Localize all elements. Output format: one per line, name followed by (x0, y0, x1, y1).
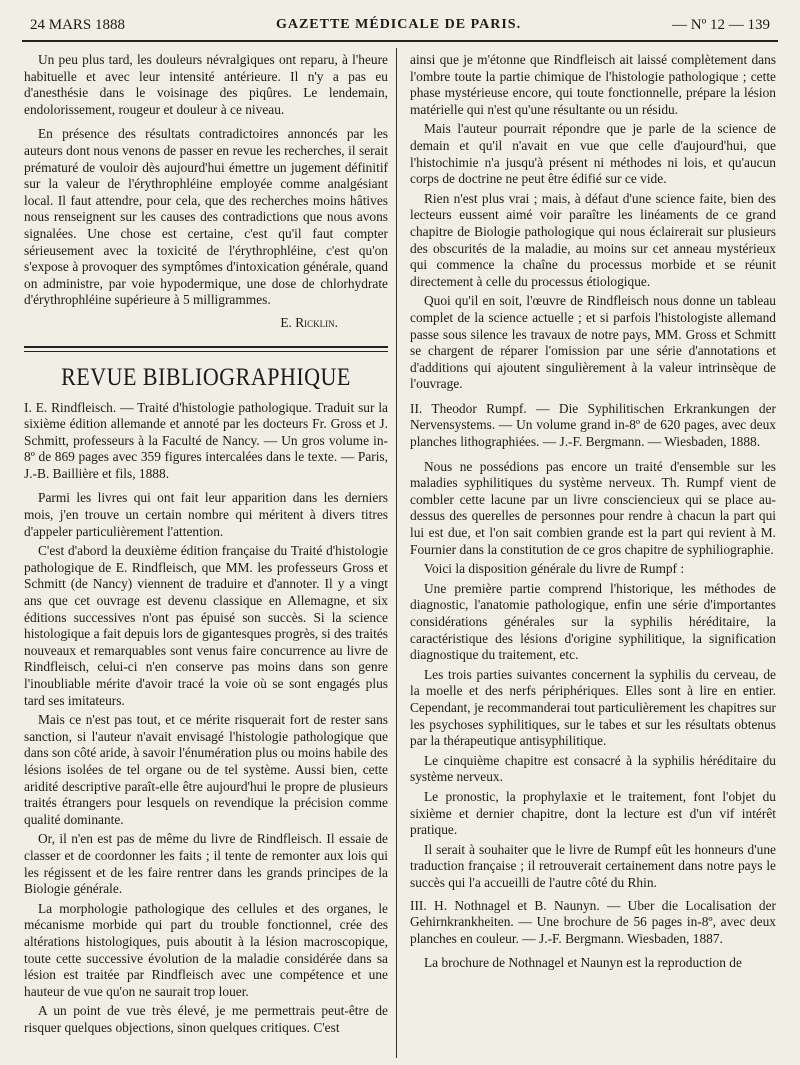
paragraph: Quoi qu'il en soit, l'œuvre de Rindfleisch nous donne un tableau complet de la science actuelle ; et si parfois l'histologiste allemand passe sous silence les travaux de notre pays, MM. Gross et Schmitt se chargent de réparer l'omission par une série d'annotations et d'additions qui ajoutent singulièrement à la valeur intrinsèque de l'ouvrage. (410, 293, 776, 392)
paragraph: Le cinquième chapitre est consacré à la syphilis héréditaire du système nerveux. (410, 752, 776, 785)
left-column (24, 52, 388, 1057)
paragraph: A un point de vue très élevé, je me permettrais peut-être de risquer quelques objections, sinon quelques critiques. C'est (24, 1003, 388, 1035)
section-title: REVUE BIBLIOGRAPHIQUE (61, 361, 351, 391)
paragraph: Mais ce n'est pas tout, et ce mérite risquerait fort de rester sans sanction, si l'auteur n'avait envisagé l'histologie pathologique que dans son côté aride, à savoir l'énumération plus ou moins habile des lésions isolées de tel organe ou de tel système. Aussi bien, cette aridité descriptive paraît-elle être aujourd'hui le propre de plusieurs traités étrangers pour lesquels on revendique la précision comme qualité dominante. (24, 712, 388, 827)
header-date: 24 MARS 1888 (30, 16, 126, 33)
bibliographic-reference: III. H. Nothnagel et B. Naunyn. — Uber die Localisation der Gehirnkrankheiten. — Une brochure de 56 pages in-8º, avec deux planches en couleur. — J.-F. Bergmann. Wiesbaden, 1887. (410, 897, 776, 946)
column-divider (396, 48, 397, 1058)
paragraph: Une première partie comprend l'historique, les méthodes de diagnostic, l'anatomie pathologique, enfin une série d'importantes considérations générales sur la syphilis héréditaire, la caractéristique des lésions d'origine syphilitique, la signification diagnostique du traitement, etc. (410, 580, 776, 663)
page-header (30, 14, 770, 36)
paragraph: ainsi que je m'étonne que Rindfleisch ait laissé complètement dans l'ombre toute la partie chimique de l'histologie pathologique ; cette phase mystérieuse encore, qui toute fonctionnelle, prépare la lésion matérielle qui n'est qu'une résultante ou un résidu. (410, 52, 776, 117)
paragraph: Il serait à souhaiter que le livre de Rumpf eût les honneurs d'une traduction française ; il retrouverait certainement dans notre pays le succès qui l'a accueilli de l'autre côté du Rhin. (410, 841, 776, 890)
section-rule (24, 346, 388, 352)
bibliographic-reference: II. Theodor Rumpf. — Die Syphilitischen Erkrankungen der Nervensystems. — Un volume grand in-8º de 620 pages, avec deux planches lithographiées. — J.-F. Bergmann. — Wiesbaden, 1888. (410, 400, 776, 450)
paragraph: Voici la disposition générale du livre de Rumpf : (424, 561, 685, 577)
paragraph: Parmi les livres qui ont fait leur apparition dans les derniers mois, j'en trouve un certain nombre qui méritent à divers titres d'appeler particulièrement l'attention. (24, 490, 388, 539)
paragraph: Le pronostic, la prophylaxie et le traitement, font l'objet du sixième et dernier chapitre, dont la lecture est d'un vif intérêt pratique. (410, 788, 776, 838)
paragraph: Nous ne possédions pas encore un traité d'ensemble sur les maladies syphilitiques du système nerveux. Th. Rumpf vient de combler cette lacune par un livre consciencieux qui se place au-dessus des querelles de personnes pour rendre à chacun la part qui lui est due, et l'on sait combien grande est la part qui revient à M. Fournier dans la constitution de ce gros chapitre de syphiliographie. (410, 458, 776, 557)
paragraph: Rien n'est plus vrai ; mais, à défaut d'une science faite, bien des lecteurs eussent aimé voir paraître les linéaments de ce grand chapitre de Biologie pathologique qui nous éclairerait sur plusieurs des obscurités de la maladie, au moins sur cet anneau mystérieux qui commence la chaîne du processus morbide et se réunit directement à celle du processus étiologique. (410, 190, 776, 289)
paragraph: La brochure de Nothnagel et Naunyn est la reproduction de (424, 955, 742, 971)
header-page-number: — Nº 12 — 139 (672, 16, 770, 33)
author-signature: E. Ricklin. (280, 314, 338, 330)
paragraph: Or, il n'en est pas de même du livre de Rindfleisch. Il essaie de classer et de coordonner les faits ; il tente de remonter aux lois qui les régissent et de les faire rentrer dans les grands principes de la Biologie générale. (24, 831, 388, 897)
paragraph: En présence des résultats contradictoires annoncés par les auteurs dont nous venons de passer en revue les recherches, il serait prématuré de vouloir dès aujourd'hui émettre un jugement définitif sur la valeur de l'érythrophléine employée comme analgésiant local. Il faut attendre, pour cela, que des recherches moins hâtives nous renseignent sur les causes des contradictions que nous avons signalées. Une chose est certaine, c'est qu'il faut compter sérieusement avec la toxicité de l'érythrophléine, c'est qu'on s'expose à provoquer des symptômes d'intoxication générale, quand on administre, par voie hypodermique, une dose de chlorhydrate d'érythrophléine supérieure à 5 milligrammes. (24, 126, 388, 308)
paragraph: Un peu plus tard, les douleurs névralgiques ont reparu, à l'heure habituelle et avec leur intensité antérieure. Il n'y a pas eu d'anesthésie dans le voisinage des piqûres. Le lendemain, endolorissement, rougeur et douleur à ce niveau. (24, 52, 388, 117)
bibliographic-reference: I. E. Rindfleisch. — Traité d'histologie pathologique. Traduit sur la sixième édition allemande et annoté par les docteurs Fr. Gross et J. Schmitt, professeurs à la Faculté de Nancy. — Un gros volume in-8º de 869 pages avec 359 figures intercalées dans le texte. — Paris, J.-B. Baillière et fils, 1888. (24, 399, 388, 481)
paragraph: C'est d'abord la deuxième édition française du Traité d'histologie pathologique de E. Rindfleisch, que MM. les professeurs Gross et Schmitt (de Nancy) viennent de traduire et d'annoter. Il y a vingt ans que cet ouvrage est devenu classique en Allemagne, et six éditions successives n'ont pas épuisé son succès. Si la science histologique a fait depuis lors de gigantesques progrès, si des traités nouveaux et remarquables sont venus faire concurrence au livre de Rindfleisch, celui-ci n'en conserve pas moins dans son genre l'inoubliable mérite d'avoir tracé la voie où se sont engagés plus tard ses imitateurs. (24, 543, 388, 708)
right-column (410, 52, 776, 1057)
header-title: GAZETTE MÉDICALE DE PARIS. (275, 17, 522, 32)
header-rule (22, 40, 778, 42)
paragraph: Les trois parties suivantes concernent la syphilis du cerveau, de la moelle et des nerfs périphériques. Elles sont à lire en entier. Cependant, je recommanderai tout particulièrement les chapitres sur les psychoses syphilitiques, sur le tabes et sur les résultats obtenus par la thérapeutique antisyphilitique. (410, 666, 776, 749)
paragraph: Mais l'auteur pourrait répondre que je parle de la science de demain et qu'il n'avait en vue que celle d'aujourd'hui, que l'histochimie n'a jusqu'à présent ni méthodes ni lois, et qu'aucun corps de doctrine ne peut être édifié sur ce vide. (410, 121, 776, 187)
paragraph: La morphologie pathologique des cellules et des organes, le mécanisme morbide qui part du trouble fonctionnel, crée des altérations histologiques, puis aboutit à la lésion macroscopique, toute cette successive évolution de la maladie considérée dans sa lésion est traitée par Rindfleisch avec une compétence et une hauteur de vue qu'on ne saurait trop louer. (24, 900, 388, 999)
